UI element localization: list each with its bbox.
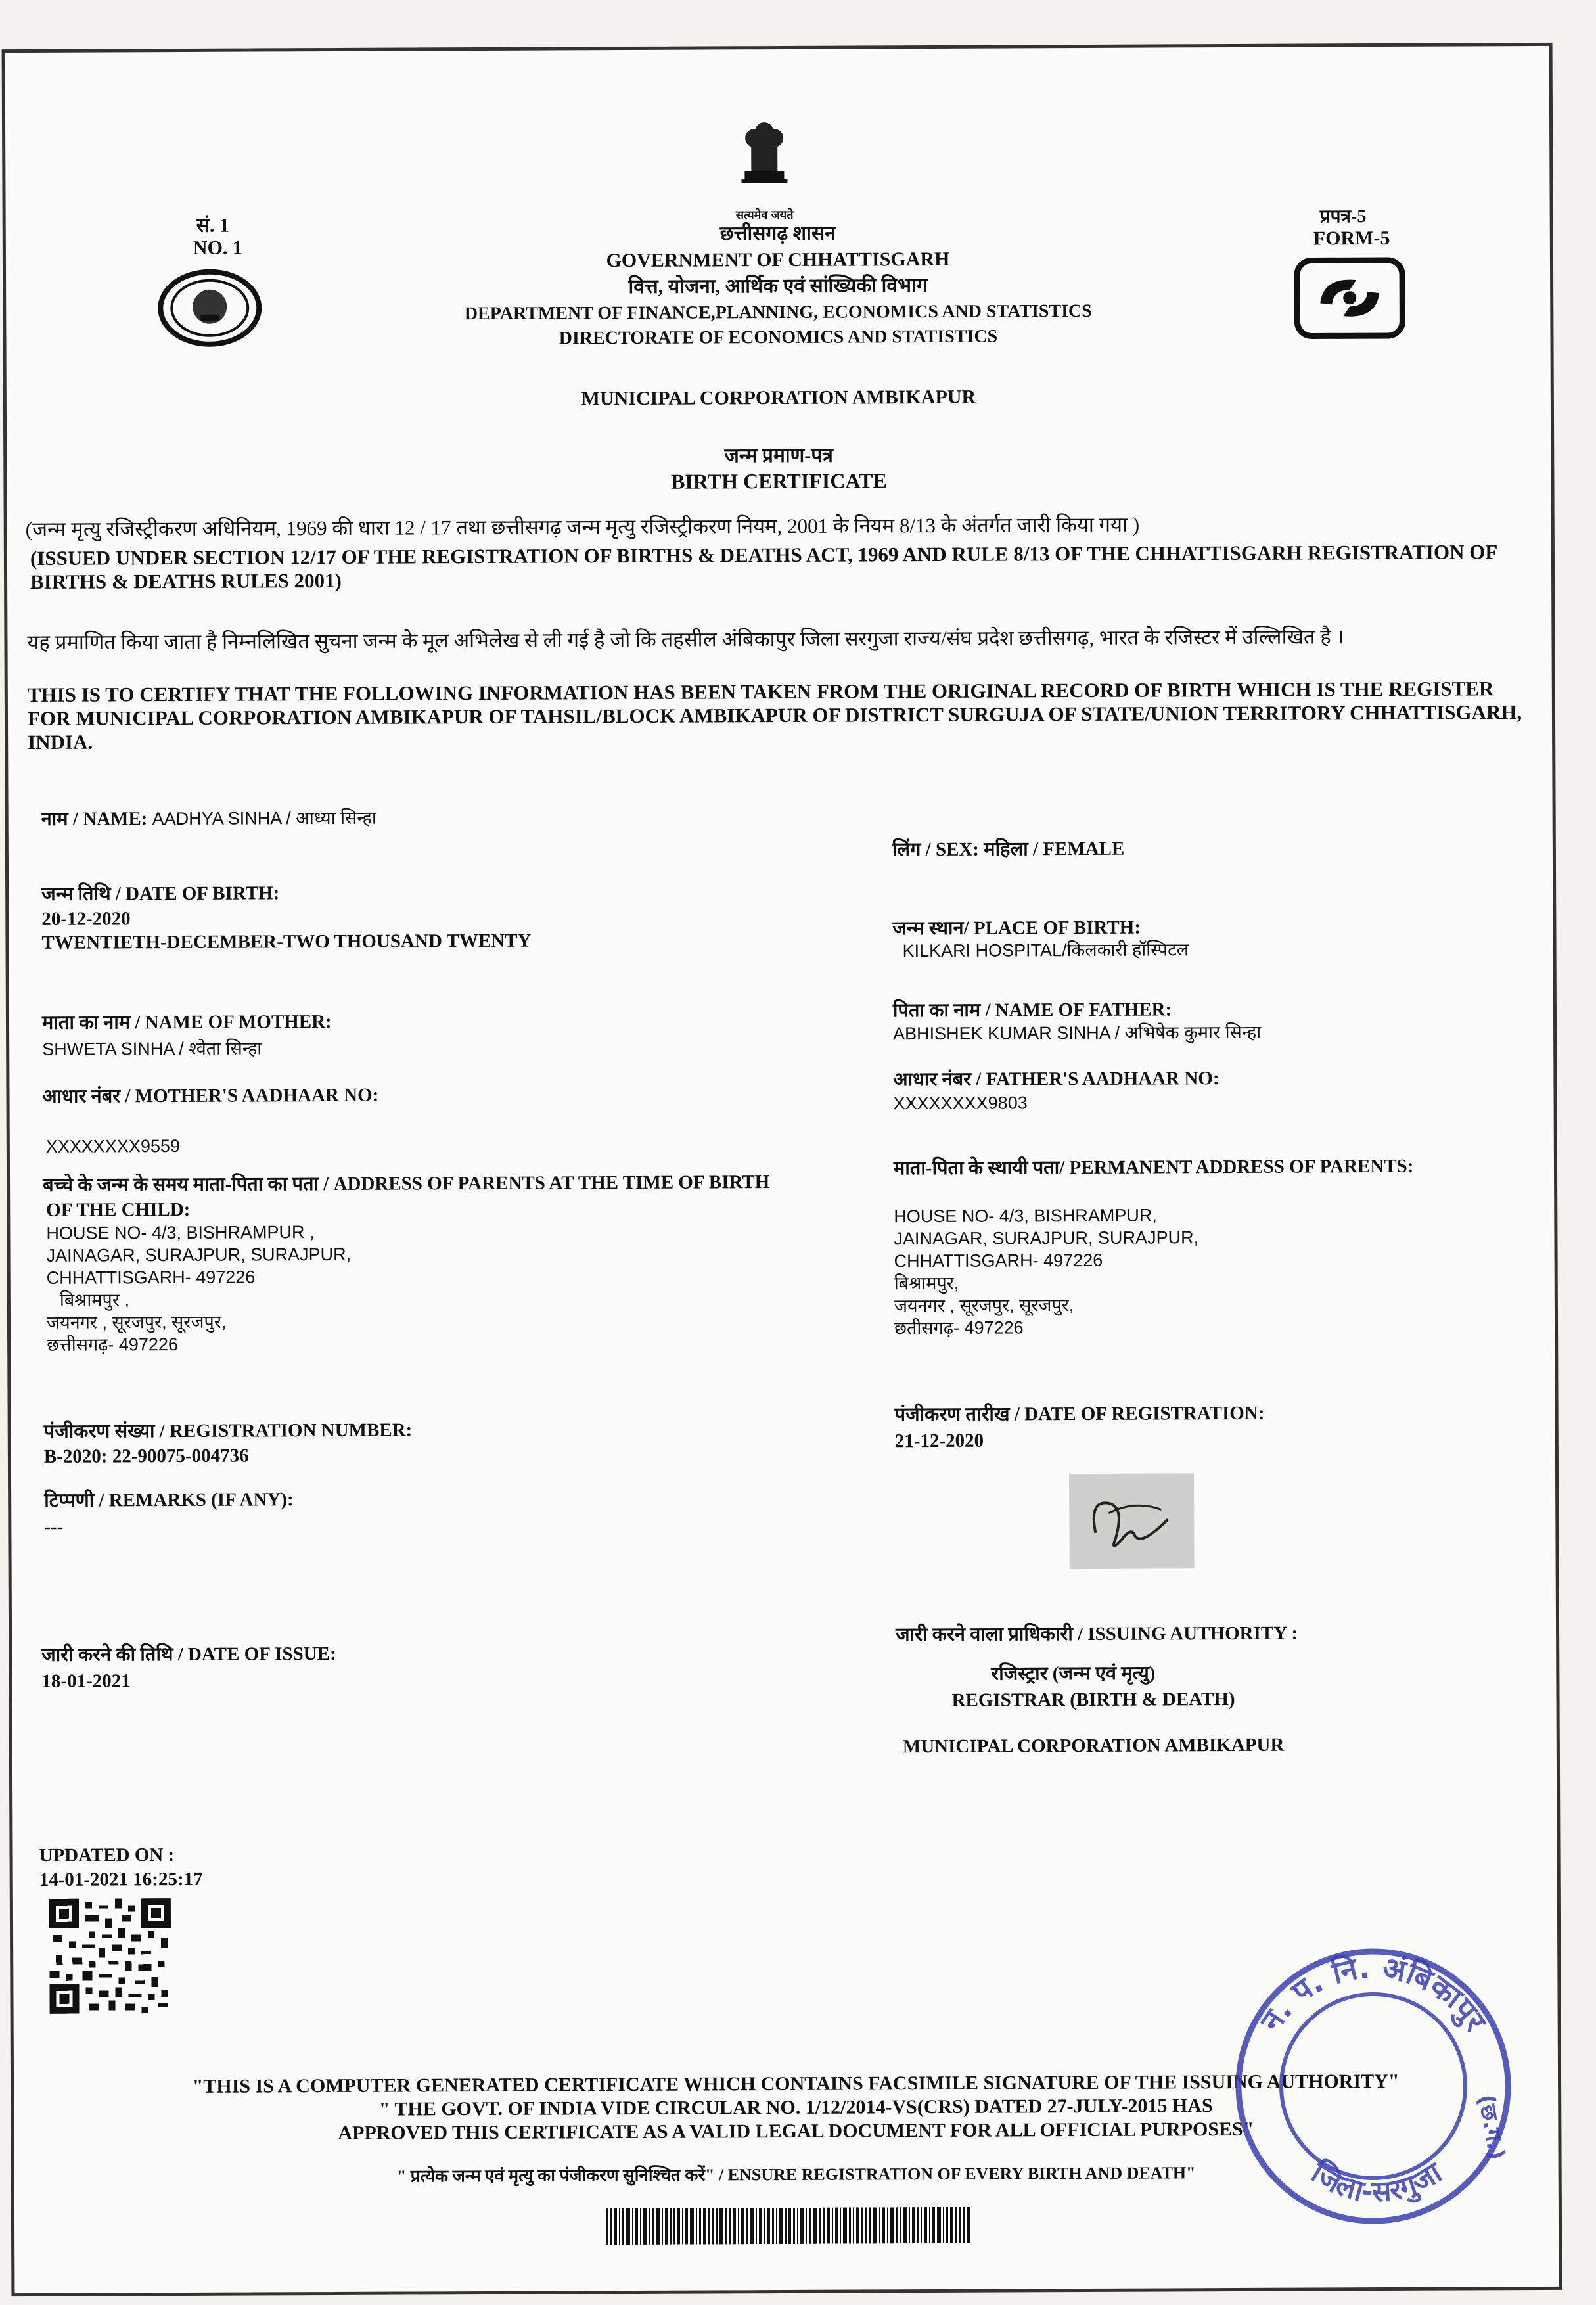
father-aadhaar-value: XXXXXXXX9803 — [893, 1093, 1028, 1114]
sex-field — [892, 836, 1125, 863]
addr-birth-block — [46, 1220, 507, 1356]
addr-perm-line: छतीसगढ़- 497226 — [894, 1317, 1024, 1338]
directorate-en: DIRECTORATE OF ECONOMICS AND STATISTICS — [559, 326, 998, 349]
reg-date-label: पंजीकरण तारीख / DATE OF REGISTRATION: — [894, 1402, 1265, 1426]
addr-perm-label: माता-पिता के स्थायी पता/ PERMANENT ADDRESS OF PARENTS: — [893, 1155, 1414, 1179]
crs-logo-icon — [1294, 257, 1406, 340]
name-value: AADHYA SINHA / आध्या सिन्हा — [152, 808, 376, 829]
reg-no-value: B-2020: 22-90075-004736 — [43, 1445, 249, 1467]
sex-label: लिंग / SEX: — [892, 838, 980, 861]
barcode-icon — [606, 2207, 974, 2245]
signature-image — [1069, 1473, 1195, 1569]
addr-birth-line: JAINAGAR, SURAJPUR, SURAJPUR, — [46, 1244, 352, 1266]
issued-hi: (जन्म मृत्यु रजिस्ट्रीकरण अधिनियम, 1969 की धारा 12 / 17 तथा छत्तीसगढ़ जन्म मृत्यु रजिस्ट्रीकरण नियम, 2001 के नियम 8/13 के अंतर्गत जारी किया गया ) — [25, 513, 1140, 541]
addr-birth-label-1: बच्चे के जन्म के समय माता-पिता का पता / ADDRESS OF PARENTS AT THE TIME OF BIRTH — [43, 1172, 770, 1196]
issued-en: (ISSUED UNDER SECTION 12/17 OF THE REGISTRATION OF BIRTHS & DEATHS ACT, 1969 AND RULE 8/13 OF THE CHHATTISGARH REGISTRATION OF BIRTHS & DEATHS RULES 2001) — [30, 540, 1497, 593]
addr-birth-line: HOUSE NO- 4/3, BISHRAMPUR , — [46, 1222, 315, 1243]
gov-en: GOVERNMENT OF CHHATTISGARH — [606, 248, 950, 272]
sex-value: महिला / FEMALE — [984, 838, 1125, 860]
mother-label: माता का नाम / NAME OF MOTHER: — [41, 1011, 332, 1034]
mother-aadhaar-label: आधार नंबर / MOTHER'S AADHAAR NO: — [42, 1084, 379, 1107]
mother-value: SHWETA SINHA / श्वेता सिन्हा — [42, 1038, 262, 1059]
addr-perm-line: CHHATTISGARH- 497226 — [894, 1250, 1103, 1271]
footer-slogan: " प्रत्येक जन्म एवं मृत्यु का पंजीकरण सुनिश्चित करें" / ENSURE REGISTRATION OF EVERY BIRTH AND DEATH" — [396, 2163, 1196, 2186]
dob-label: जन्म तिथि / DATE OF BIRTH: — [41, 882, 280, 905]
addr-perm-line: JAINAGAR, SURAJPUR, SURAJPUR, — [894, 1227, 1199, 1249]
addr-birth-label-2: OF THE CHILD: — [46, 1198, 191, 1221]
addr-perm-line: HOUSE NO- 4/3, BISHRAMPUR, — [894, 1205, 1157, 1227]
authority-label: जारी करने वाला प्राधिकारी / ISSUING AUTHORITY : — [896, 1622, 1298, 1646]
qr-code-icon — [49, 1898, 171, 2014]
addr-birth-line: छत्तीसगढ़- 497226 — [47, 1335, 179, 1355]
stamp-top-text: न. प. नि. अंबिकापुर — [1253, 1949, 1494, 2038]
pob-label: जन्म स्थान/ PLACE OF BIRTH: — [892, 917, 1141, 940]
issue-date-value: 18-01-2021 — [41, 1670, 131, 1692]
serial-en: NO. 1 — [193, 237, 242, 259]
certify-hi: यह प्रमाणित किया जाता है निम्नलिखित सुचना जन्म के मूल अभिलेख से ली गई है जो कि तहसील अंबिकापुर जिला सरगुजा राज्य/संघ प्रदेश छत्तीसगढ़, भारत के रजिस्टर में उल्लिखित है । — [27, 625, 1344, 654]
mother-aadhaar-value: XXXXXXXX9559 — [45, 1135, 181, 1156]
certify-en: THIS IS TO CERTIFY THAT THE FOLLOWING INFORMATION HAS BEEN TAKEN FROM THE ORIGINAL RECORD OF BIRTH WHICH IS THE REGISTER FOR MUNICIPAL CORPORATION AMBIKAPUR OF TAHSIL/BLOCK AMBIKAPUR OF DISTRICT SURGUJA OF STATE/UNION TERRITORY CHHATTISGARH, INDIA. — [27, 677, 1522, 754]
name-field — [41, 804, 830, 832]
chhattisgarh-seal-icon — [157, 268, 263, 348]
registrar-en: REGISTRAR (BIRTH & DEATH) — [951, 1688, 1235, 1711]
reg-no-label: पंजीकरण संख्या / REGISTRATION NUMBER: — [43, 1419, 413, 1442]
form-en: FORM-5 — [1313, 227, 1390, 250]
name-label: नाम / NAME: — [41, 808, 148, 830]
national-emblem-icon — [715, 108, 814, 208]
form-hi: प्रपत्र-5 — [1319, 206, 1367, 227]
father-label: पिता का नाम / NAME OF FATHER: — [892, 999, 1172, 1022]
father-value: ABHISHEK KUMAR SINHA / अभिषेक कुमार सिन्हा — [893, 1022, 1262, 1044]
reg-date-value: 21-12-2020 — [894, 1430, 984, 1452]
remarks-value: --- — [44, 1516, 64, 1538]
addr-birth-line: बिश्रामपुर , — [59, 1290, 129, 1310]
pob-value: KILKARI HOSPITAL/किलकारी हॉस्पिटल — [902, 940, 1189, 961]
updated-value: 14-01-2021 16:25:17 — [39, 1868, 203, 1890]
title-hi: जन्म प्रमाण-पत्र — [724, 444, 833, 467]
dob-words: TWENTIETH-DECEMBER-TWO THOUSAND TWENTY — [41, 930, 532, 953]
issue-date-label: जारी करने की तिथि / DATE OF ISSUE: — [41, 1643, 336, 1666]
dept-en: DEPARTMENT OF FINANCE,PLANNING, ECONOMICS AND STATISTICS — [464, 300, 1092, 325]
footer-line-3: APPROVED THIS CERTIFICATE AS A VALID LEGAL DOCUMENT FOR ALL OFFICIAL PURPOSES" — [338, 2118, 1254, 2144]
father-aadhaar-label: आधार नंबर / FATHER'S AADHAAR NO: — [893, 1068, 1220, 1091]
addr-perm-line: बिश्रामपुर, — [894, 1273, 959, 1294]
registrar-hi: रजिस्ट्रार (जन्म एवं मृत्यु) — [991, 1662, 1156, 1685]
authority-org: MUNICIPAL CORPORATION AMBIKAPUR — [902, 1734, 1285, 1758]
dob-value: 20-12-2020 — [41, 908, 131, 930]
stamp-side-text: (छ.ग.) — [1472, 2092, 1510, 2162]
gov-hi: छत्तीसगढ़ शासन — [719, 222, 836, 245]
serial-hi: सं. 1 — [196, 214, 230, 237]
addr-birth-line: जयनगर , सूरजपुर, सूरजपुर, — [46, 1312, 227, 1333]
addr-perm-block — [894, 1203, 1354, 1339]
official-stamp — [1216, 1938, 1531, 2227]
updated-label: UPDATED ON : — [39, 1844, 175, 1866]
corporation-name: MUNICIPAL CORPORATION AMBIKAPUR — [581, 386, 976, 410]
title-en: BIRTH CERTIFICATE — [670, 468, 887, 493]
dept-hi: वित्त, योजना, आर्थिक एवं सांख्यिकी विभाग — [628, 275, 928, 298]
addr-perm-line: जयनगर , सूरजपुर, सूरजपुर, — [894, 1295, 1074, 1316]
footer-line-2: " THE GOVT. OF INDIA VIDE CIRCULAR NO. 1/12/2014-VS(CRS) DATED 27-JULY-2015 HAS — [378, 2095, 1213, 2120]
stamp-bottom-text: जिला-सरगुजा — [1305, 2156, 1448, 2209]
remarks-label: टिप्पणी / REMARKS (IF ANY): — [44, 1489, 294, 1511]
footer-line-1: "THIS IS A COMPUTER GENERATED CERTIFICATE WHICH CONTAINS FACSIMILE SIGNATURE OF THE ISSUING AUTHORITY" — [192, 2070, 1400, 2097]
addr-birth-line: CHHATTISGARH- 497226 — [46, 1267, 256, 1288]
emblem-motto: सत्यमेव जयते — [735, 208, 794, 222]
